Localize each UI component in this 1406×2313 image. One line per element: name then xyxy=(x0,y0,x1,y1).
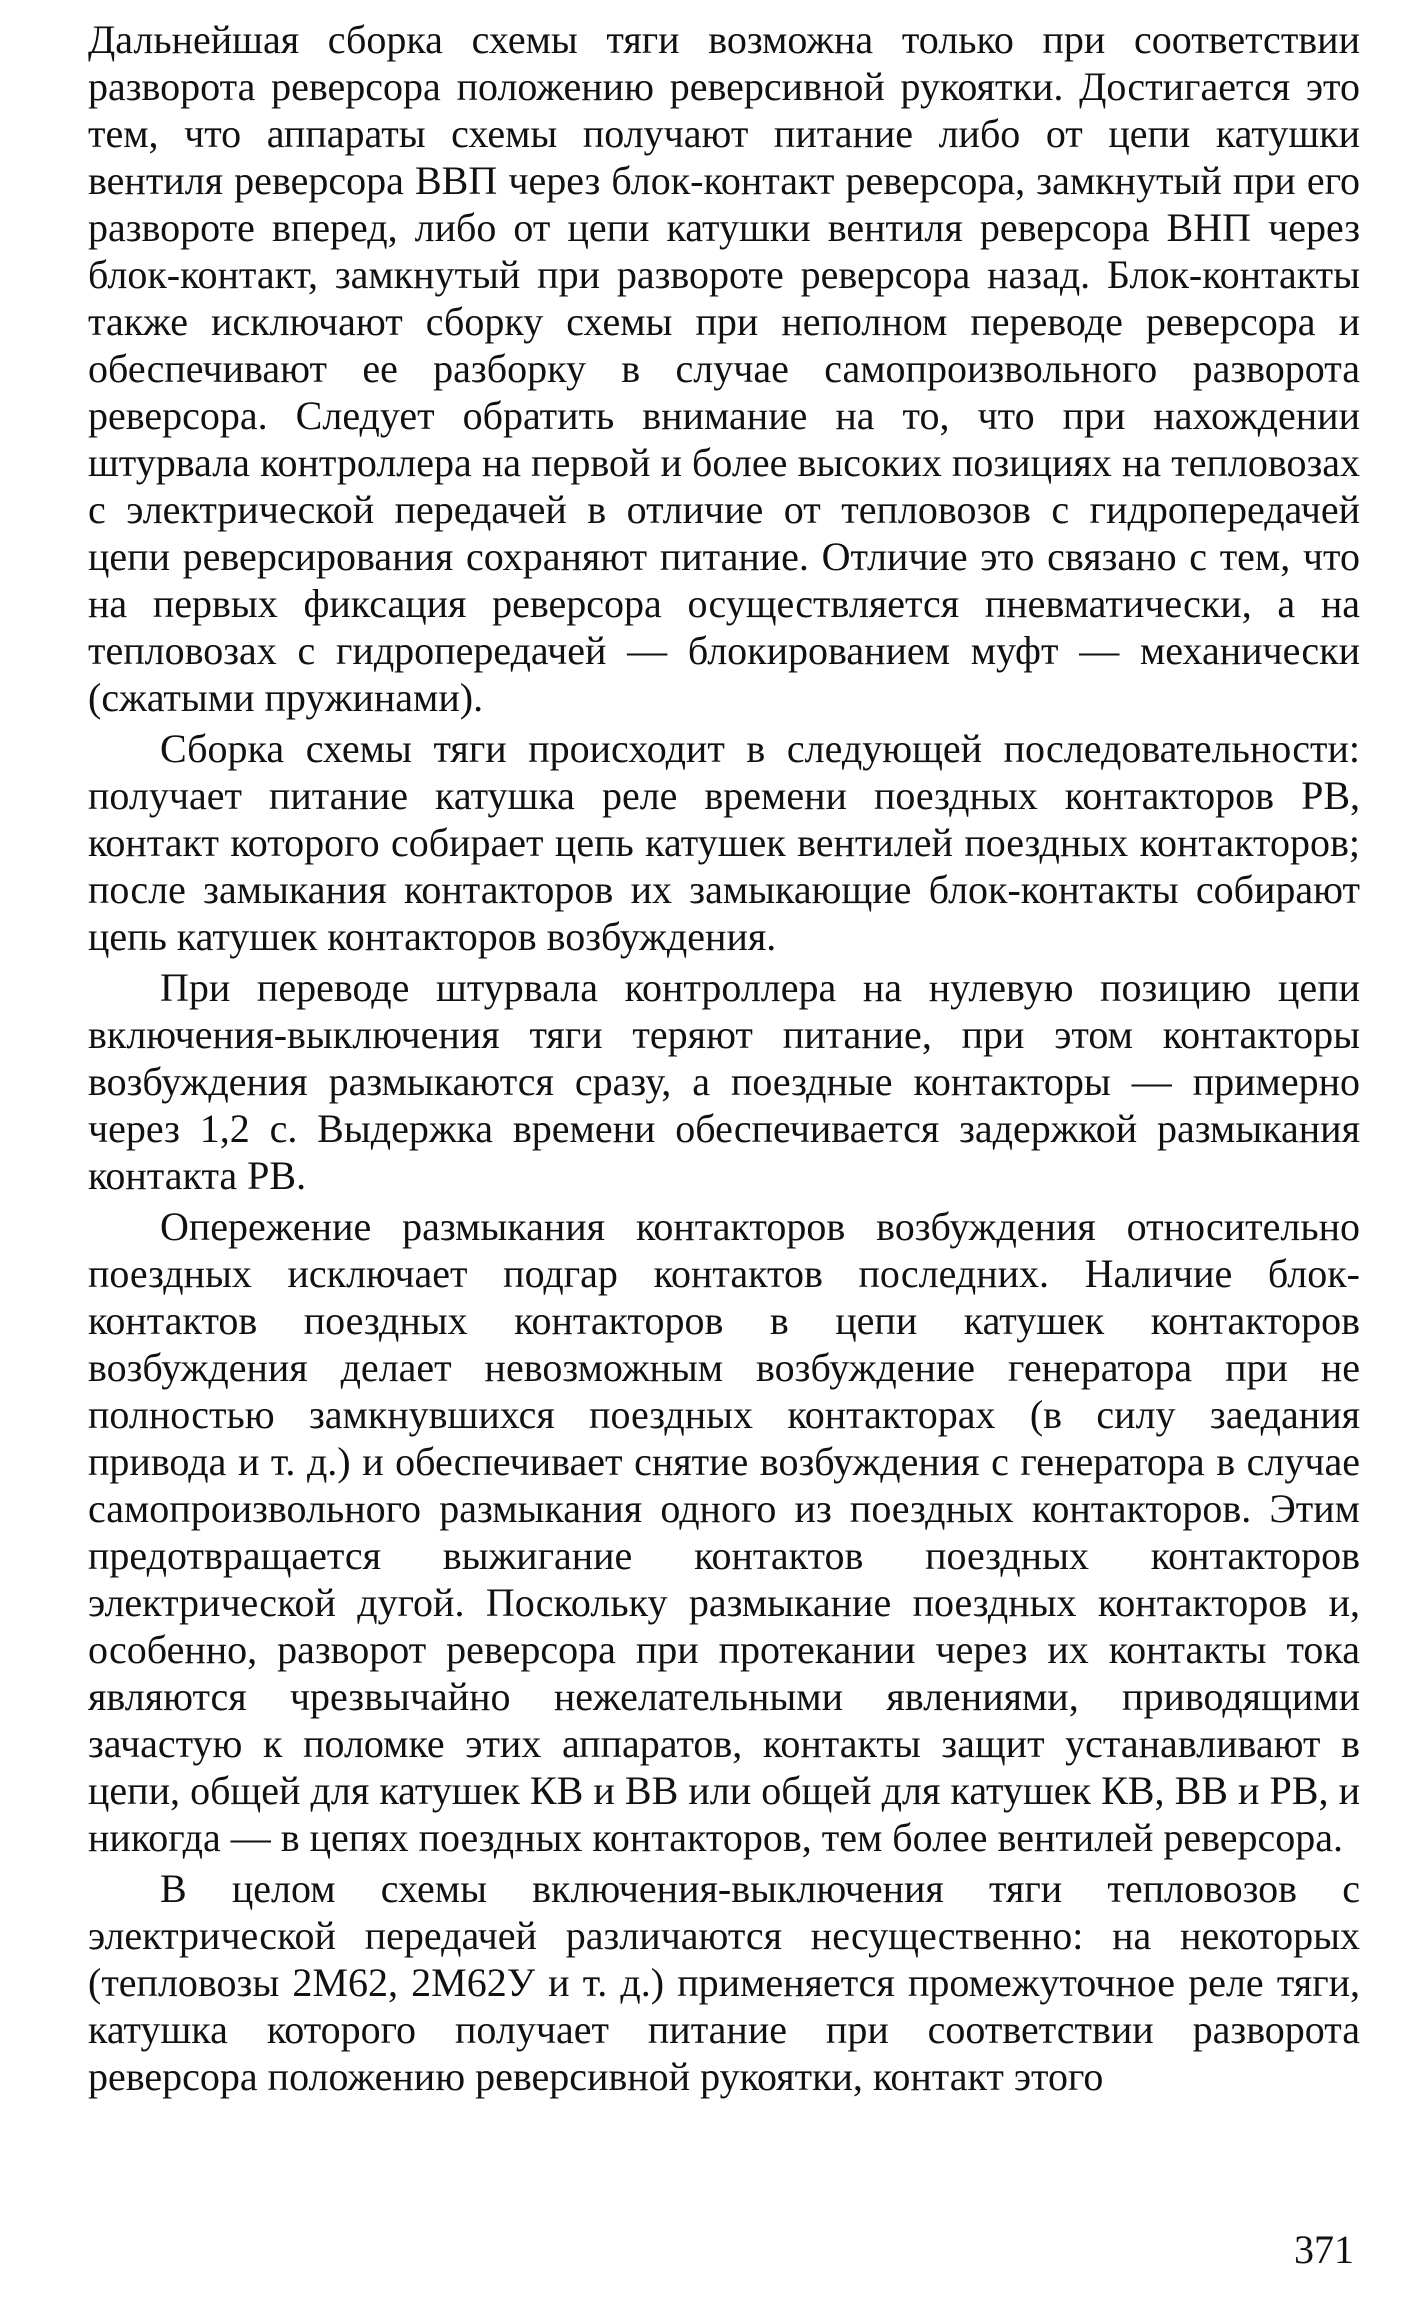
page-number: 371 xyxy=(1294,2227,1354,2272)
paragraph-2: Сборка схемы тяги происходит в следующей последовательности: получает питание катушка реле времени поездных контакторов РВ, контакт которого собирает цепь катушек вентилей поездных контакторов; после замыкания контакторов их замыкающие блок-контакты собирают цепь катушек контакторов возбуждения. xyxy=(88,726,1360,959)
page-body xyxy=(88,16,1360,2104)
paragraph-3: При переводе штурвала контроллера на нулевую позицию цепи включения-выключения тяги теряют питание, при этом контакторы возбуждения размыкаются сразу, а поездные контакторы — примерно через 1,2 с. Выдержка времени обеспечивается задержкой размыкания контакта РВ. xyxy=(88,965,1360,1198)
paragraph-5: В целом схемы включения-выключения тяги тепловозов с электрической передачей различаются несущественно: на некоторых (тепловозы 2М62, 2М62У и т. д.) применяется промежуточное реле тяги, катушка которого получает питание при соответствии разворота реверсора положению реверсивной рукоятки, контакт этого xyxy=(88,1866,1360,2099)
paragraph-1: Дальнейшая сборка схемы тяги возможна только при соответствии разворота реверсора положению реверсивной рукоятки. Достигается это тем, что аппараты схемы получают питание либо от цепи катушки вентиля реверсора ВВП через блок-контакт реверсора, замкнутый при его развороте вперед, либо от цепи катушки вентиля реверсора ВНП через блок-контакт, замкнутый при развороте реверсора назад. Блок-контакты также исключают сборку схемы при неполном переводе реверсора и обеспечивают ее разборку в случае самопроизвольного разворота реверсора. Следует обратить внимание на то, что при нахождении штурвала контроллера на первой и более высоких позициях на тепловозах с электрической передачей в отличие от тепловозов с гидропередачей цепи реверсирования сохраняют питание. Отличие это связано с тем, что на первых фиксация реверсора осуществляется пневматически, а на тепловозах с гидропередачей — блокированием муфт — механически (сжатыми пружинами). xyxy=(88,17,1360,720)
paragraph-4: Опережение размыкания контакторов возбуждения относительно поездных исключает подгар контактов последних. Наличие блок-контактов поездных контакторов в цепи катушек контакторов возбуждения делает невозможным возбуждение генератора при не полностью замкнувшихся поездных контакторах (в силу заедания привода и т. д.) и обеспечивает снятие возбуждения с генератора в случае самопроизвольного размыкания одного из поездных контакторов. Этим предотвращается выжигание контактов поездных контакторов электрической дугой. Поскольку размыкание поездных контакторов и, особенно, разворот реверсора при протекании через их контакты тока являются чрезвычайно нежелательными явлениями, приводящими зачастую к поломке этих аппаратов, контакты защит устанавливают в цепи, общей для катушек КВ и ВВ или общей для катушек КВ, ВВ и РВ, и никогда — в цепях поездных контакторов, тем более вентилей реверсора. xyxy=(88,1204,1360,1860)
